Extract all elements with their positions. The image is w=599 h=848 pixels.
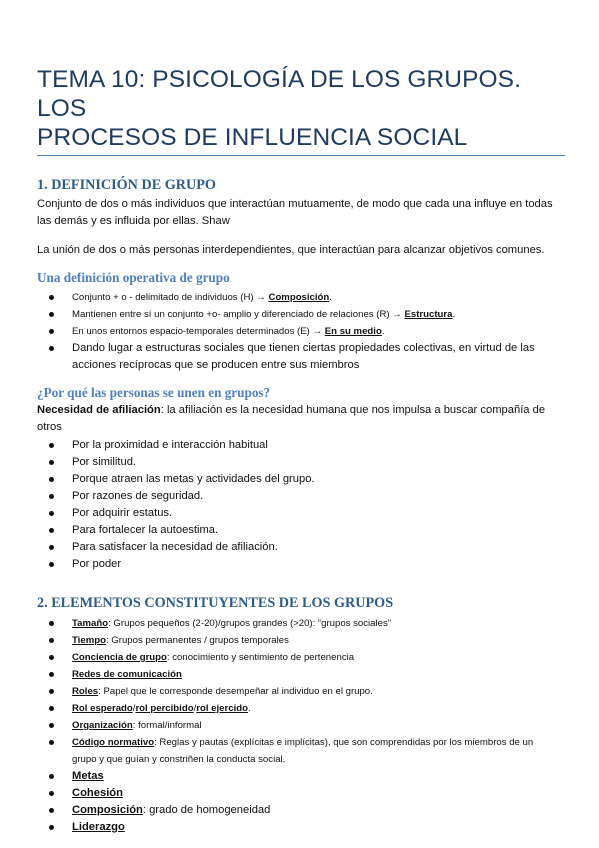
- title-line-2: PROCESOS DE INFLUENCIA SOCIAL: [37, 124, 468, 151]
- elements-list: [37, 615, 565, 836]
- bullet-icon: [49, 562, 54, 567]
- section-heading-elementos: 2. ELEMENTOS CONSTITUYENTES DE LOS GRUPOS: [37, 595, 394, 611]
- bullet-icon: [49, 672, 54, 677]
- bullet-icon: [49, 621, 54, 626]
- bullet-icon: [49, 528, 54, 533]
- bullet-icon: [49, 655, 54, 660]
- bullet-icon: [49, 494, 54, 499]
- definition-paragraph: [37, 196, 565, 230]
- bullet-icon: [49, 346, 54, 351]
- bullet-icon: [49, 329, 54, 334]
- definition-line-2: las demás y es influida por ellas. Shaw: [37, 215, 230, 227]
- bullet-icon: [49, 825, 54, 830]
- union-paragraph: La unión de dos o más personas interdependientes, que interactúan para alcanzar objetivos comunes.: [37, 244, 545, 256]
- list-item: En unos entornos espacio-temporales determinados (E) → En su medio.: [37, 323, 565, 340]
- bullet-icon: [49, 774, 54, 779]
- affiliation-term: Necesidad de afiliación: [37, 404, 161, 416]
- bullet-icon: [49, 638, 54, 643]
- list-item: Código normativo: Reglas y pautas (explícitas e implícitas), que son comprendidas por los miembros de un grupo y que guían y constriñen la conducta social.: [37, 734, 565, 768]
- definition-line-1: Conjunto de dos o más individuos que interactúan mutuamente, de modo que cada una influye en todas: [37, 198, 553, 210]
- list-item: Por poder: [37, 556, 565, 573]
- list-item: Roles: Papel que le corresponde desempeñar al individuo en el grupo.: [37, 683, 565, 700]
- list-item: Redes de comunicación: [37, 666, 565, 683]
- list-item: Tiempo: Grupos permanentes / grupos temporales: [37, 632, 565, 649]
- bullet-icon: [49, 706, 54, 711]
- list-item: Para fortalecer la autoestima.: [37, 522, 565, 539]
- bullet-icon: [49, 511, 54, 516]
- subheading-definicion-operativa: Una definición operativa de grupo: [37, 270, 230, 285]
- list-item: Rol esperado/rol percibido/rol ejercido.: [37, 700, 565, 717]
- reasons-list: [37, 437, 565, 573]
- subheading-por-que: ¿Por qué las personas se unen en grupos?: [37, 385, 271, 400]
- list-item: Organización: formal/informal: [37, 717, 565, 734]
- bullet-icon: [49, 791, 54, 796]
- bullet-icon: [49, 312, 54, 317]
- bullet-icon: [49, 689, 54, 694]
- bullet-icon: [49, 740, 54, 745]
- title-divider: [37, 155, 565, 156]
- bullet-icon: [49, 443, 54, 448]
- list-item: Mantienen entre sí un conjunto +o- amplio y diferenciado de relaciones (R) → Estructura.: [37, 306, 565, 323]
- bullet-icon: [49, 295, 54, 300]
- affiliation-paragraph: Necesidad de afiliación: la afiliación es la necesidad humana que nos impulsa a buscar compañía de otros: [37, 404, 546, 433]
- title-line-1: TEMA 10: PSICOLOGÍA DE LOS GRUPOS. LOS: [37, 66, 522, 122]
- list-item: Conjunto + o - delimitado de individuos (H) → Composición.: [37, 289, 565, 306]
- bullet-icon: [49, 808, 54, 813]
- list-item: Para satisfacer la necesidad de afiliación.: [37, 539, 565, 556]
- list-item: Por razones de seguridad.: [37, 488, 565, 505]
- bullet-icon: [49, 477, 54, 482]
- list-item: Composición: grado de homogeneidad: [37, 802, 565, 819]
- document-page: [37, 0, 565, 836]
- list-item: Por adquirir estatus.: [37, 505, 565, 522]
- section-heading-definicion: 1. DEFINICIÓN DE GRUPO: [37, 177, 216, 193]
- bullet-icon: [49, 723, 54, 728]
- list-item: Por similitud.: [37, 454, 565, 471]
- operative-definition-list: [37, 289, 565, 374]
- list-item: Por la proximidad e interacción habitual: [37, 437, 565, 454]
- bullet-icon: [49, 460, 54, 465]
- list-item: Liderazgo: [37, 819, 565, 836]
- list-item: Tamaño: Grupos pequeños (2-20)/grupos grandes (>20): “grupos sociales”: [37, 615, 565, 632]
- list-item: Metas: [37, 768, 565, 785]
- list-item: Porque atraen las metas y actividades del grupo.: [37, 471, 565, 488]
- list-item: Dando lugar a estructuras sociales que tienen ciertas propiedades colectivas, en virtud de las acciones recíprocas que se producen entre sus miembros: [37, 340, 565, 374]
- list-item: Cohesión: [37, 785, 565, 802]
- list-item: Conciencia de grupo: conocimiento y sentimiento de pertenencia: [37, 649, 565, 666]
- bullet-icon: [49, 545, 54, 550]
- document-title: [37, 0, 565, 152]
